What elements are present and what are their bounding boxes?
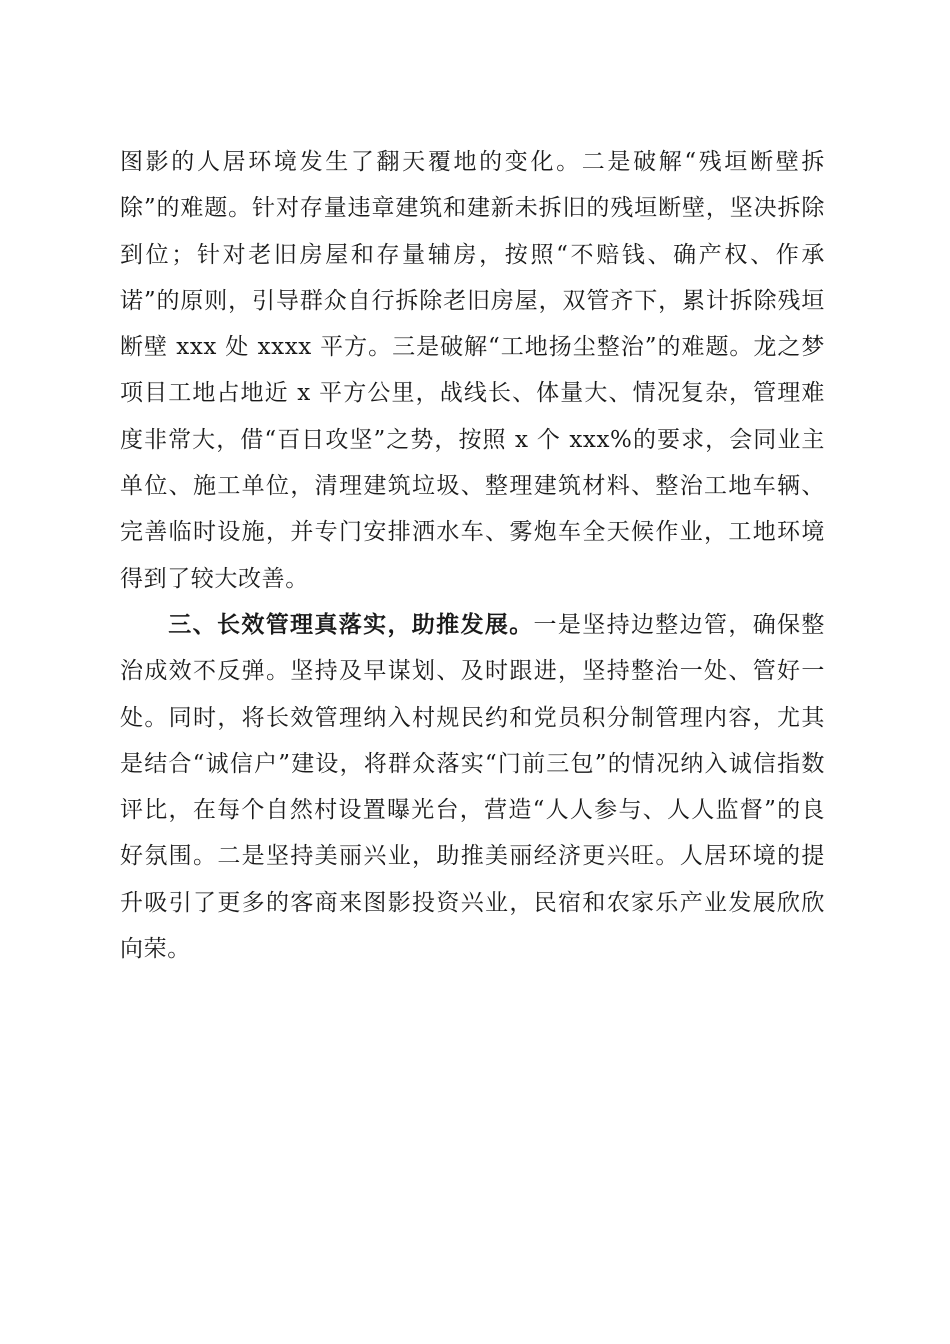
document-body xyxy=(120,139,825,972)
paragraph-text: 一是坚持边整边管，确保整治成效不反弹。坚持及早谋划、及时跟进，坚持整治一处、管好一处。同时，将长效管理纳入村规民约和党员积分制管理内容，尤其是结合“诚信户”建设，将群众落实“门前三包”的情况纳入诚信指数评比，在每个自然村设置曝光台，营造“人人参与、人人监督”的良好氛围。二是坚持美丽兴业，助推美丽经济更兴旺。人居环境的提升吸引了更多的客商来图影投资兴业，民宿和农家乐产业发展欣欣向荣。 xyxy=(120,611,825,963)
paragraph-text: 图影的人居环境发生了翻天覆地的变化。二是破解“残垣断壁拆除”的难题。针对存量违章建筑和建新未拆旧的残垣断壁，坚决拆除到位；针对老旧房屋和存量辅房，按照“不赔钱、确产权、作承诺”的原则，引导群众自行拆除老旧房屋，双管齐下，累计拆除残垣断壁 xxx 处 xxxx 平方。三是破解“工地扬尘整治”的难题。龙之梦项目工地占地近 x 平方公里，战线长、体量大、情况复杂，管理难度非常大，借“百日攻坚”之势，按照 x 个 xxx%的要求，会同业主单位、施工单位，清理建筑垃圾、整理建筑材料、整治工地车辆、完善临时设施，并专门安排洒水车、雾炮车全天候作业，工地环境得到了较大改善。 xyxy=(120,149,825,592)
paragraph-continuation xyxy=(120,139,825,602)
paragraph-section-three xyxy=(120,602,825,972)
section-heading: 三、长效管理真落实，助推发展。 xyxy=(168,611,534,638)
